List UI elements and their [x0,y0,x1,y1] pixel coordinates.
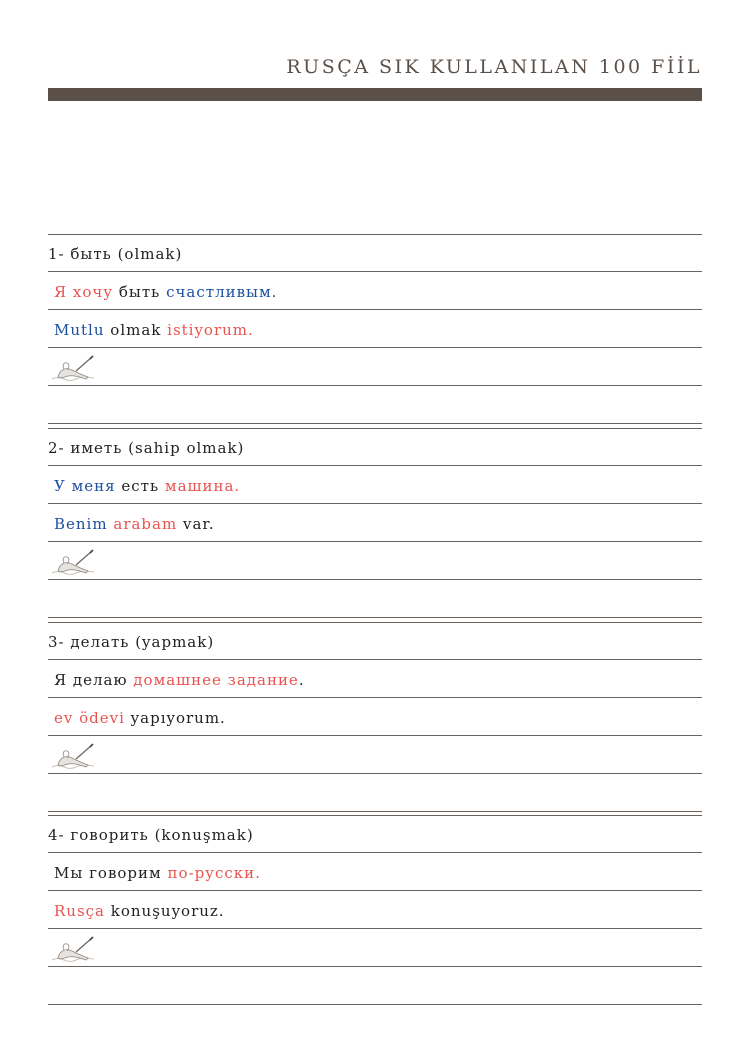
verb-entry-4 [48,815,702,1005]
turkish-sentence-row [48,891,702,929]
verb-entry-1 [48,234,702,424]
practice-writing-line [48,967,702,1005]
sentence-segment: счастливым. [166,283,278,301]
sentence-segment: Я делаю [54,671,134,689]
practice-writing-line [48,736,702,774]
russian-sentence [54,477,240,495]
russian-sentence-row [48,466,702,504]
turkish-sentence-row [48,310,702,348]
verb-heading: 3- делать (yapmak) [48,633,215,651]
practice-writing-line [48,542,702,580]
russian-sentence-row [48,853,702,891]
russian-sentence-row [48,272,702,310]
title-bar [48,88,702,101]
turkish-sentence [54,709,226,727]
russian-sentence-row [48,660,702,698]
verb-heading-row [48,428,702,466]
pen-in-hand-icon [50,936,96,964]
sentence-segment: по-русски. [167,864,261,882]
sentence-segment: машина. [164,477,241,495]
sentence-segment: yapıyorum. [124,709,226,727]
verb-entry-3 [48,622,702,812]
page-title: RUSÇA SIK KULLANILAN 100 FİİL [286,56,702,78]
sentence-segment: . [298,671,305,689]
verb-heading: 4- говорить (konuşmak) [48,826,254,844]
turkish-sentence-row [48,698,702,736]
sentence-segment: У меня [54,477,116,495]
sentence-segment: быть [113,283,167,301]
practice-writing-line [48,929,702,967]
sentence-segment: Mutlu [54,321,105,339]
practice-writing-line [48,348,702,386]
turkish-sentence [54,515,215,533]
pen-in-hand-icon [50,743,96,771]
verb-heading: 2- иметь (sahip olmak) [48,439,245,457]
sentence-segment: ev ödevi [54,709,125,727]
verb-heading-row [48,622,702,660]
sentence-segment: konuşuyoruz. [105,902,225,920]
verb-heading-row [48,815,702,853]
sentence-segment: istiyorum. [167,321,254,339]
russian-sentence [54,864,261,882]
practice-writing-line [48,774,702,812]
sentence-segment: Я хочу [54,283,114,301]
verb-heading-row [48,234,702,272]
turkish-sentence [54,902,225,920]
pen-in-hand-icon [50,549,96,577]
sentence-segment: Мы говорим [54,864,168,882]
pen-in-hand-icon [50,355,96,383]
sentence-segment: olmak [104,321,168,339]
sentence-segment: Benim [54,515,108,533]
sentence-segment: arabam [113,515,178,533]
sentence-segment: есть [115,477,165,495]
verb-heading: 1- быть (olmak) [48,245,183,263]
turkish-sentence-row [48,504,702,542]
sentence-segment: var. [177,515,215,533]
practice-writing-line [48,580,702,618]
sentence-segment: домашнее задание [133,671,299,689]
russian-sentence [54,671,305,689]
sentence-segment: Rusça [54,902,105,920]
russian-sentence [54,283,277,301]
turkish-sentence [54,321,254,339]
practice-writing-line [48,386,702,424]
verb-entry-2 [48,428,702,618]
